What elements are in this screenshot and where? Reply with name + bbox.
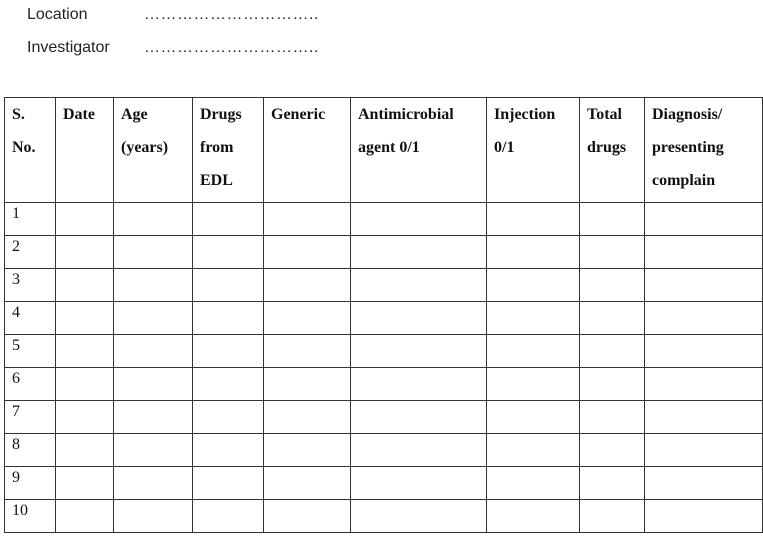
serial-number-cell: 9 — [5, 467, 56, 500]
blank-cell-total-drugs[interactable] — [580, 401, 645, 434]
column-header-text: Injection — [494, 106, 556, 123]
serial-number-cell: 5 — [5, 335, 56, 368]
blank-cell-date[interactable] — [56, 269, 114, 302]
table-row — [5, 236, 763, 269]
blank-cell-age[interactable] — [114, 302, 193, 335]
blank-cell-age[interactable] — [114, 203, 193, 236]
blank-cell-generic[interactable] — [264, 203, 351, 236]
blank-cell-diagnosis[interactable] — [645, 269, 763, 302]
blank-cell-total-drugs[interactable] — [580, 368, 645, 401]
blank-cell-antimicrobial-agent[interactable] — [351, 302, 487, 335]
blank-cell-drugs-from-edl[interactable] — [193, 236, 264, 269]
serial-number-cell: 6 — [5, 368, 56, 401]
table-row — [5, 302, 763, 335]
blank-cell-age[interactable] — [114, 335, 193, 368]
blank-cell-generic[interactable] — [264, 335, 351, 368]
blank-cell-date[interactable] — [56, 500, 114, 533]
blank-cell-age[interactable] — [114, 236, 193, 269]
blank-cell-drugs-from-edl[interactable] — [193, 269, 264, 302]
table-row — [5, 368, 763, 401]
blank-cell-total-drugs[interactable] — [580, 434, 645, 467]
column-header-injection — [487, 98, 580, 203]
blank-cell-injection[interactable] — [487, 203, 580, 236]
column-header-text: complain — [652, 172, 716, 189]
blank-cell-generic[interactable] — [264, 401, 351, 434]
blank-cell-antimicrobial-agent[interactable] — [351, 434, 487, 467]
table-row — [5, 269, 763, 302]
blank-cell-antimicrobial-agent[interactable] — [351, 203, 487, 236]
blank-cell-diagnosis[interactable] — [645, 500, 763, 533]
table-header-row — [5, 98, 763, 203]
table-row — [5, 500, 763, 533]
column-header-generic — [264, 98, 351, 203]
blank-cell-injection[interactable] — [487, 302, 580, 335]
column-header-text: Antimicrobial — [358, 106, 454, 123]
blank-cell-age[interactable] — [114, 467, 193, 500]
investigator-blank-line: ………………………….. — [144, 39, 319, 56]
column-header-text: Age — [121, 106, 148, 123]
column-header-text: agent 0/1 — [358, 139, 420, 156]
blank-cell-age[interactable] — [114, 500, 193, 533]
blank-cell-total-drugs[interactable] — [580, 335, 645, 368]
blank-cell-date[interactable] — [56, 302, 114, 335]
location-label: Location — [27, 6, 88, 23]
serial-number-cell: 7 — [5, 401, 56, 434]
blank-cell-antimicrobial-agent[interactable] — [351, 335, 487, 368]
blank-cell-age[interactable] — [114, 401, 193, 434]
table-row — [5, 434, 763, 467]
column-header-age — [114, 98, 193, 203]
blank-cell-drugs-from-edl[interactable] — [193, 401, 264, 434]
blank-cell-date[interactable] — [56, 401, 114, 434]
prescription-survey-table — [4, 97, 763, 533]
column-header-drugs-from-edl — [193, 98, 264, 203]
column-header-text: EDL — [200, 172, 233, 189]
blank-cell-diagnosis[interactable] — [645, 302, 763, 335]
blank-cell-date[interactable] — [56, 203, 114, 236]
blank-cell-generic[interactable] — [264, 467, 351, 500]
blank-cell-injection[interactable] — [487, 269, 580, 302]
column-header-text: from — [200, 139, 234, 156]
blank-cell-generic[interactable] — [264, 269, 351, 302]
blank-cell-injection[interactable] — [487, 368, 580, 401]
serial-number-cell: 10 — [5, 500, 56, 533]
column-header-serial-number — [5, 98, 56, 203]
blank-cell-diagnosis[interactable] — [645, 401, 763, 434]
blank-cell-generic[interactable] — [264, 236, 351, 269]
column-header-antimicrobial-agent — [351, 98, 487, 203]
blank-cell-injection[interactable] — [487, 467, 580, 500]
blank-cell-total-drugs[interactable] — [580, 269, 645, 302]
column-header-text: Drugs — [200, 106, 242, 123]
blank-cell-age[interactable] — [114, 434, 193, 467]
blank-cell-total-drugs[interactable] — [580, 236, 645, 269]
blank-cell-injection[interactable] — [487, 335, 580, 368]
blank-cell-date[interactable] — [56, 236, 114, 269]
blank-cell-antimicrobial-agent[interactable] — [351, 467, 487, 500]
blank-cell-diagnosis[interactable] — [645, 236, 763, 269]
blank-cell-date[interactable] — [56, 467, 114, 500]
table-body — [5, 203, 763, 533]
blank-cell-injection[interactable] — [487, 500, 580, 533]
column-header-text: drugs — [587, 139, 627, 156]
serial-number-cell: 1 — [5, 203, 56, 236]
blank-cell-generic[interactable] — [264, 434, 351, 467]
column-header-total-drugs — [580, 98, 645, 203]
blank-cell-antimicrobial-agent[interactable] — [351, 500, 487, 533]
blank-cell-drugs-from-edl[interactable] — [193, 203, 264, 236]
blank-cell-generic[interactable] — [264, 500, 351, 533]
column-header-text: Diagnosis/ — [652, 106, 723, 123]
serial-number-cell: 3 — [5, 269, 56, 302]
blank-cell-injection[interactable] — [487, 434, 580, 467]
blank-cell-total-drugs[interactable] — [580, 500, 645, 533]
blank-cell-antimicrobial-agent[interactable] — [351, 401, 487, 434]
column-header-diagnosis — [645, 98, 763, 203]
blank-cell-age[interactable] — [114, 269, 193, 302]
blank-cell-drugs-from-edl[interactable] — [193, 302, 264, 335]
blank-cell-generic[interactable] — [264, 302, 351, 335]
blank-cell-date[interactable] — [56, 368, 114, 401]
table-row — [5, 467, 763, 500]
blank-cell-total-drugs[interactable] — [580, 302, 645, 335]
blank-cell-drugs-from-edl[interactable] — [193, 500, 264, 533]
blank-cell-diagnosis[interactable] — [645, 467, 763, 500]
blank-cell-date[interactable] — [56, 434, 114, 467]
investigator-label: Investigator — [27, 39, 110, 56]
serial-number-cell: 8 — [5, 434, 56, 467]
location-blank-line: ………………………….. — [144, 6, 319, 23]
column-header-date — [56, 98, 114, 203]
blank-cell-diagnosis[interactable] — [645, 335, 763, 368]
blank-cell-drugs-from-edl[interactable] — [193, 335, 264, 368]
column-header-text: Generic — [271, 106, 326, 123]
column-header-text: (years) — [121, 139, 169, 156]
column-header-text: Total — [587, 106, 622, 123]
blank-cell-diagnosis[interactable] — [645, 434, 763, 467]
column-header-text: No. — [12, 139, 36, 156]
column-header-text: presenting — [652, 139, 724, 156]
table-row — [5, 335, 763, 368]
table-row — [5, 401, 763, 434]
blank-cell-diagnosis[interactable] — [645, 368, 763, 401]
blank-cell-injection[interactable] — [487, 401, 580, 434]
column-header-text: Date — [63, 106, 95, 123]
blank-cell-antimicrobial-agent[interactable] — [351, 368, 487, 401]
blank-cell-date[interactable] — [56, 335, 114, 368]
serial-number-cell: 4 — [5, 302, 56, 335]
blank-cell-generic[interactable] — [264, 368, 351, 401]
column-header-text: 0/1 — [494, 139, 515, 156]
blank-cell-total-drugs[interactable] — [580, 203, 645, 236]
blank-cell-diagnosis[interactable] — [645, 203, 763, 236]
blank-cell-drugs-from-edl[interactable] — [193, 368, 264, 401]
blank-cell-injection[interactable] — [487, 236, 580, 269]
table-row — [5, 203, 763, 236]
blank-cell-antimicrobial-agent[interactable] — [351, 236, 487, 269]
serial-number-cell: 2 — [5, 236, 56, 269]
blank-cell-drugs-from-edl[interactable] — [193, 467, 264, 500]
column-header-text: S. — [12, 106, 25, 123]
blank-cell-antimicrobial-agent[interactable] — [351, 269, 487, 302]
blank-cell-drugs-from-edl[interactable] — [193, 434, 264, 467]
blank-cell-age[interactable] — [114, 368, 193, 401]
blank-cell-total-drugs[interactable] — [580, 467, 645, 500]
